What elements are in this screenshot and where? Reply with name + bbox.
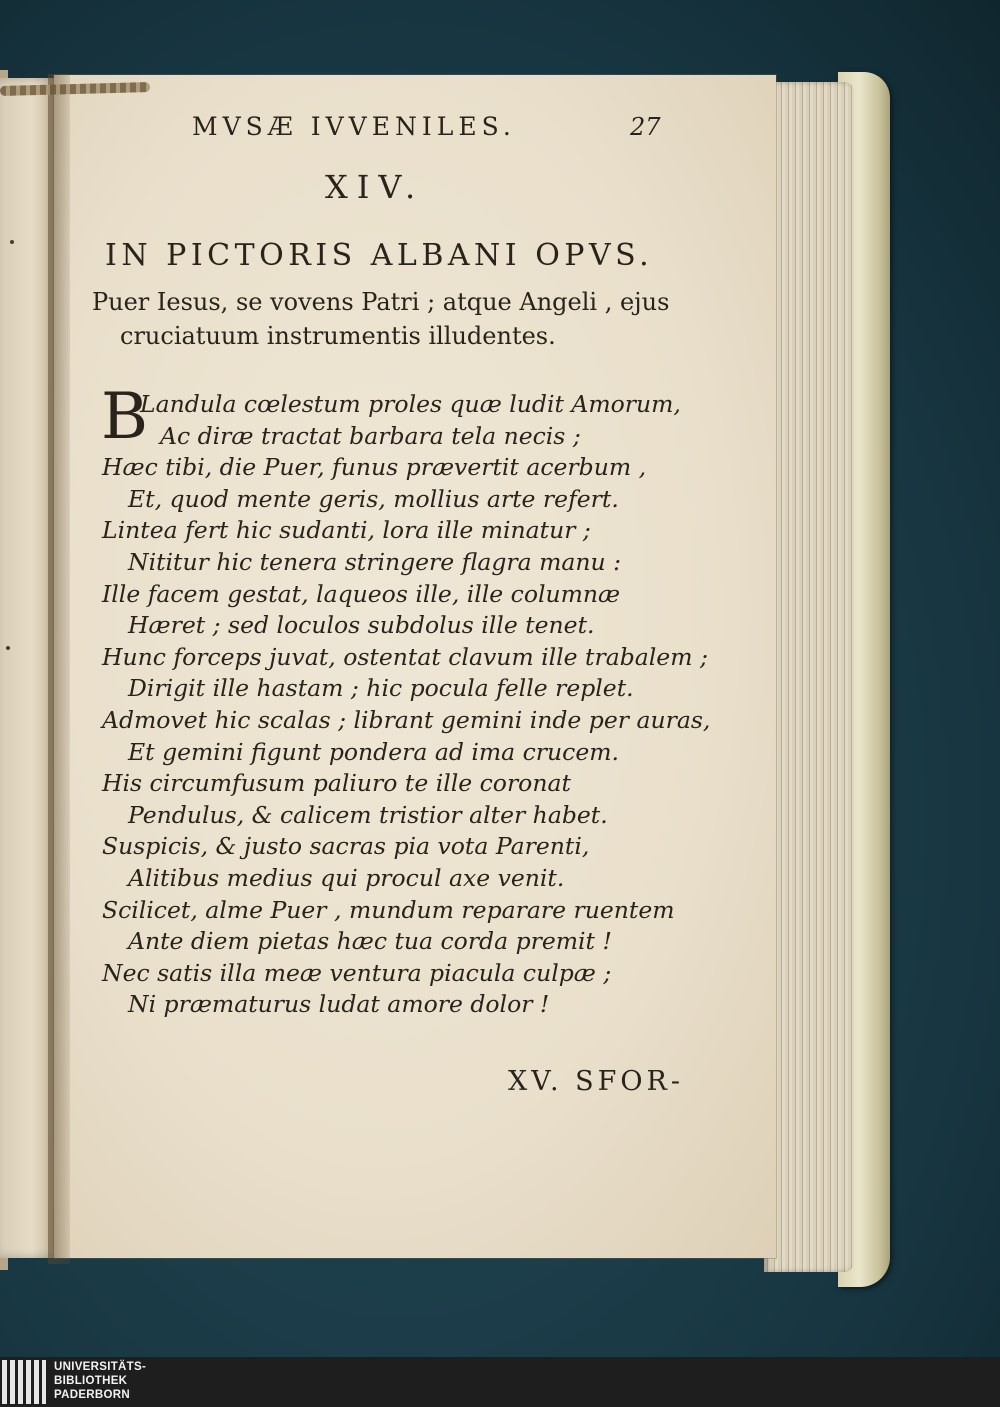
running-head: MVSÆ IVVENILES. <box>192 112 516 141</box>
verse-line: Scilicet, alme Puer , mundum reparare ruentem <box>102 895 675 924</box>
verse-line: Ille facem gestat, laqueos ille, ille columnæ <box>102 579 621 608</box>
verse-line: Hæret ; sed loculos subdolus ille tenet. <box>128 611 595 640</box>
poem-subtitle-line: Puer Iesus, se vovens Patri ; atque Angeli , ejus <box>92 288 670 316</box>
verse-line: Hæc tibi, die Puer, funus prævertit acerbum , <box>102 453 647 482</box>
verse-line: Lintea fert hic sudanti, lora ille minatur ; <box>102 516 591 545</box>
poem-subtitle-line: cruciatuum instrumentis illudentes. <box>120 322 556 350</box>
verse-line: Suspicis, & justo sacras pia vota Parenti, <box>102 832 590 861</box>
verse-line: Ac diræ tractat barbara tela necis ; <box>160 421 581 450</box>
library-footer <box>0 1357 1000 1407</box>
verse-line: Nec satis illa meæ ventura piacula culpæ ; <box>102 958 612 987</box>
ink-mark <box>6 646 10 650</box>
catchword: XV. SFOR- <box>508 1066 684 1097</box>
verse-line: Ni præmaturus ludat amore dolor ! <box>128 990 550 1019</box>
verse-line: Landula cœlestum proles quæ ludit Amorum, <box>140 390 681 418</box>
ink-mark <box>10 240 14 244</box>
verse-line: Et gemini figunt pondera ad ima crucem. <box>128 737 619 766</box>
verse-line: Nititur hic tenera stringere flagra manu : <box>128 548 622 576</box>
drop-cap: B <box>101 380 149 454</box>
poem-title: IN PICTORIS ALBANI OPVS. <box>105 238 654 273</box>
verse-line: Alitibus medius qui procul axe venit. <box>128 864 565 892</box>
book-fore-edge <box>764 82 854 1272</box>
gutter <box>48 74 70 1264</box>
verse-line: Pendulus, & calicem tristior alter habet. <box>128 800 608 829</box>
poem-number: XIV. <box>325 168 425 206</box>
page-number: 27 <box>630 113 661 141</box>
library-name-line: BIBLIOTHEK <box>54 1375 128 1387</box>
library-name-line: PADERBORN <box>54 1389 130 1401</box>
verse-line: Admovet hic scalas ; librant gemini inde per auras, <box>102 706 711 734</box>
verse-line: Et, quod mente geris, mollius arte refert. <box>128 484 619 513</box>
verse-line: Ante diem pietas hæc tua corda premit ! <box>128 927 612 956</box>
verse-line: His circumfusum paliuro te ille coronat <box>102 769 571 798</box>
library-name-line: UNIVERSITÄTS- <box>54 1361 147 1373</box>
library-logo-icon <box>2 1360 46 1404</box>
verse-line: Hunc forceps juvat, ostentat clavum ille trabalem ; <box>102 642 708 671</box>
verse-line: Dirigit ille hastam ; hic pocula felle replet. <box>128 674 634 703</box>
